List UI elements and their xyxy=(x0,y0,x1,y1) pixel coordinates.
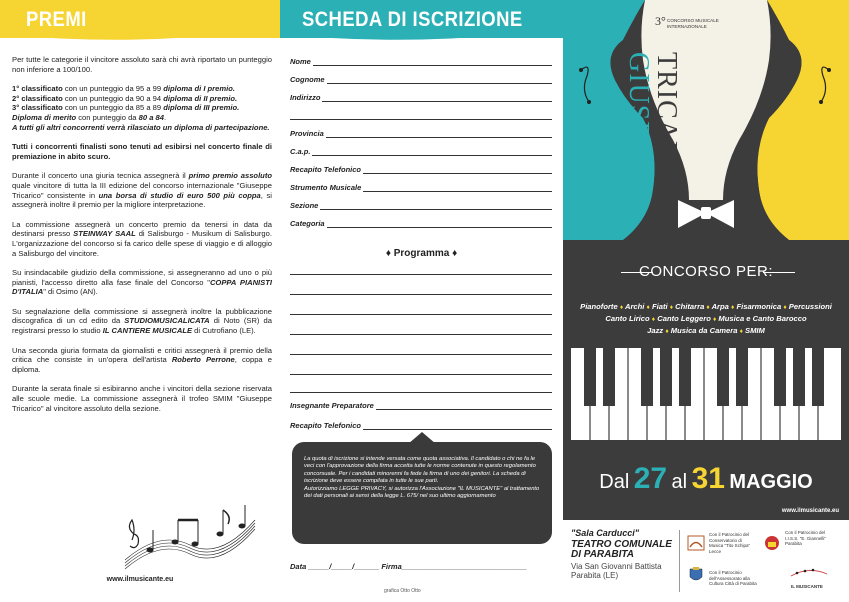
field-label: C.a.p. xyxy=(290,147,311,156)
press-a: Una seconda giuria formata da giornalisti e critici assegnerà il premio della critica che consiste in un'opera dell'artista xyxy=(12,345,272,365)
registration-panel xyxy=(280,0,563,602)
program-line[interactable] xyxy=(290,354,552,355)
program-line[interactable] xyxy=(290,294,552,295)
field-nome[interactable] xyxy=(290,54,552,68)
instrument-item: Jazz xyxy=(647,326,664,335)
edition-subtitle: CONCORSO MUSICALE INTERNAZIONALE xyxy=(667,18,719,29)
cd-c: di Noto (SR) da registrarsi presso lo studio xyxy=(12,316,272,336)
privacy-authorization: Autorizziamo LEGGE PRIVACY, si autorizza l'Associazione "IL MUSICANTE" al trattamento dei dati personali ai sensi della legge L. 675/ nel suo ultimo aggiornamento xyxy=(304,485,540,500)
merit-diploma: Diploma di merito xyxy=(12,112,77,122)
finalists-paragraph xyxy=(12,142,272,161)
field-label: Sezione xyxy=(290,201,319,210)
concert-b: STEINWAY SAAL xyxy=(73,229,136,239)
press-b: Roberto Perrone xyxy=(171,355,235,365)
concorso-per-title: CONCORSO PER: xyxy=(638,263,773,280)
cover-panel xyxy=(563,0,849,602)
coppa-c: " di Osimo (AN). xyxy=(43,287,98,297)
school-logo-icon xyxy=(763,534,781,552)
venue-theatre: TEATRO COMUNALE DI PARABITA xyxy=(571,539,672,560)
field-label: Nome xyxy=(290,57,311,66)
field-label: Insegnante Preparatore xyxy=(290,401,374,410)
registration-title: SCHEDA DI ISCRIZIONE xyxy=(302,8,523,31)
press-c: , coppa e diploma. xyxy=(12,355,272,374)
program-line[interactable] xyxy=(290,334,552,335)
date-month: MAGGIO xyxy=(729,471,813,493)
instrument-item: Canto Leggero xyxy=(657,314,711,323)
field-strumento[interactable] xyxy=(290,180,552,194)
violin-illustration xyxy=(563,0,849,240)
instrument-item: Archi xyxy=(624,302,645,311)
speech-tail xyxy=(408,432,436,444)
date-signature-row[interactable]: Data _____/_____/______ Firma______________________________ xyxy=(290,562,527,571)
program-line[interactable] xyxy=(290,374,552,375)
concert-paragraph xyxy=(12,220,272,258)
smim-paragraph: Durante la serata finale si esibiranno anche i vincitori della sezione riservata alle scuole medie. La commissione assegnerà il trofeo SMIM "Giuseppe Tricarico" al vincitore assoluto della sezione. xyxy=(12,384,272,413)
patron-conservatorio: Con il Patrocinio del Conservatorio di Musica "Tito Schipa" Lecce xyxy=(709,532,751,554)
jury-d: una borsa di studio di euro 500 più coppa xyxy=(98,190,261,200)
venue-hall: "Sala Carducci" xyxy=(571,528,640,538)
field-telefono[interactable] xyxy=(290,162,552,176)
date-dal: Dal xyxy=(599,471,630,493)
patron-city: Con il Patrocinio dell'Assessorato alla Cultura Città di Parabita xyxy=(709,570,757,586)
cd-paragraph xyxy=(12,307,272,336)
intro-paragraph: Per tutte le categorie il vincitore assoluto sarà chi avrà riportato un punteggio non inferiore a 100/100. xyxy=(12,55,272,74)
jury-c: quale vincitore di tutta la III edizione del concorso internazionale "Giuseppe Tricarico" consistente in xyxy=(12,180,272,200)
cd-d: IL CANTIERE MUSICALE xyxy=(102,326,193,336)
concert-c: di Salisburgo - Musikum di Salisburgo. L'organizzazione del concorso si fa carico delle spese di viaggio e di alloggio a Salisburgo del vincitore. xyxy=(12,229,272,258)
field-provincia[interactable] xyxy=(290,126,552,140)
instrument-item: Musica e Canto Barocco xyxy=(718,314,807,323)
prizes-panel xyxy=(0,0,280,602)
prizes-title: PREMI xyxy=(26,8,87,31)
instrument-row: Pianoforte ♦ Archi ♦ Fiati ♦ Chitarra ♦ Arpa ♦ Fisarmonica ♦ Percussioni xyxy=(580,302,832,311)
instrument-item: SMIM xyxy=(745,326,765,335)
field-label: Categoria xyxy=(290,219,325,228)
merit-range: 80 a 84 xyxy=(138,112,164,122)
field-insegnante-telefono[interactable] xyxy=(290,418,552,432)
field-label: Provincia xyxy=(290,129,324,138)
cd-b: STUDIOMUSICALICATA xyxy=(124,316,210,326)
instrument-item: Arpa xyxy=(711,302,729,311)
instrument-item: Fiati xyxy=(651,302,668,311)
prize-1-rank: 1° classificato xyxy=(12,84,63,94)
field-label: Strumento Musicale xyxy=(290,183,362,192)
instrument-row: Jazz ♦ Musica da Camera ♦ SMIM xyxy=(647,326,765,335)
date-al: al xyxy=(671,471,688,493)
field-label: Indirizzo xyxy=(290,93,321,102)
privacy-note-text: La quota di iscrizione si intende versata come quota associativa. Il candidato o chi ne fa le veci con l'approvazione della firma accetta tutte le norme contenute in questo regolamento concorsuale. Per i candidati minorenni fa fede la firma di uno dei genitori. La scheda di iscrizione deve essere compilata in tutte le sue parti. xyxy=(304,456,536,485)
jury-b: primo premio assoluto xyxy=(188,171,272,181)
field-insegnante[interactable] xyxy=(290,398,552,412)
venue-info xyxy=(571,528,679,580)
prize-list: 1° classificato con un punteggio da 95 a 99 diploma di I premio. 2° classificato con un punteggio da 90 a 94 diploma di II premio. 3° classificato con un punteggio da 85 a 89 diploma di III premio. Diploma di merito con punteggio da 80 a 84. A tutti gli altri concorrenti verrà rilasciato un diploma di partecipazione. xyxy=(12,84,270,132)
field-cap[interactable] xyxy=(290,144,552,158)
press-paragraph xyxy=(12,346,272,375)
prize-1-diploma: diploma di I premio. xyxy=(163,84,235,94)
field-categoria[interactable] xyxy=(290,216,552,230)
field-cognome[interactable] xyxy=(290,72,552,86)
website-url[interactable]: www.ilmusicante.eu xyxy=(781,508,839,514)
prize-1-text: con un punteggio da 95 a 99 xyxy=(62,84,164,94)
prizes-header xyxy=(0,0,280,38)
prize-2-text: con un punteggio da 90 a 94 xyxy=(62,93,164,103)
instrument-item: Chitarra xyxy=(675,302,705,311)
field-indirizzo-2[interactable] xyxy=(290,108,552,122)
cd-e: di Cutrofiano (LE). xyxy=(192,326,256,336)
city-crest-icon xyxy=(687,566,705,584)
coppa-a: Su insindacabile giudizio della commissione, si assegneranno ad uno o più pianisti, l'accesso diretto alla fase finale del Concorso " xyxy=(12,268,272,287)
musicante-logo-text: IL MUSICANTE xyxy=(791,584,823,589)
instrument-list xyxy=(567,301,845,337)
finalists-text: Tutti i concorrenti finalisti sono tenuti ad esibirsi nel concerto finale di premiazione in abito scuro. xyxy=(12,142,272,161)
website-url[interactable]: www.ilmusicante.eu xyxy=(106,576,174,583)
instrument-item: Pianoforte xyxy=(580,302,618,311)
concert-a: La commissione assegnerà un concerto premio da tenersi in data da destinarsi presso xyxy=(12,219,272,239)
field-sezione[interactable] xyxy=(290,198,552,212)
program-line[interactable] xyxy=(290,392,552,393)
prize-3-diploma: diploma di III premio. xyxy=(163,103,240,113)
field-indirizzo[interactable] xyxy=(290,90,552,104)
prize-2-rank: 2° classificato xyxy=(12,93,63,103)
patron-school: Con il Patrocinio del I.I.S.S. "E. Giannelli" Parabita xyxy=(785,530,826,546)
jury-e: , si assegnerà inoltre il premio per la migliore interpretazione. xyxy=(12,190,272,210)
field-label: Recapito Telefonico xyxy=(290,421,361,430)
artist-first-name: GIUSEPPE xyxy=(623,52,654,191)
jury-paragraph xyxy=(12,171,272,209)
prize-3-rank: 3° classificato xyxy=(12,103,63,113)
prize-3-text: con un punteggio da 85 a 89 xyxy=(62,103,164,113)
programma-title: ♦ Programma ♦ xyxy=(385,248,458,259)
event-dates xyxy=(563,462,849,496)
venue-address: Via San Giovanni Battista Parabita (LE) xyxy=(571,562,662,580)
merit-text: con punteggio da xyxy=(76,112,139,122)
piano-keys-icon xyxy=(563,348,849,440)
field-label: Recapito Telefonico xyxy=(290,165,361,174)
divider xyxy=(679,530,680,592)
program-line[interactable] xyxy=(290,314,552,315)
musicante-logo-icon xyxy=(789,564,829,582)
instrument-item: Musica da Camera xyxy=(670,326,738,335)
participation-note: A tutti gli altri concorrenti verrà rilasciato un diploma di partecipazione. xyxy=(12,122,270,132)
instrument-row: Canto Lirico ♦ Canto Leggero ♦ Musica e Canto Barocco xyxy=(605,314,807,323)
instrument-item: Canto Lirico xyxy=(605,314,650,323)
divider xyxy=(763,272,795,273)
instrument-item: Fisarmonica xyxy=(736,302,782,311)
cd-a: Su segnalazione della commissione si assegnerà inoltre la pubblicazione discografica di un cd edito da xyxy=(12,306,272,326)
conservatory-logo-icon xyxy=(687,534,705,552)
coppa-paragraph xyxy=(12,268,272,297)
instrument-item: Percussioni xyxy=(788,302,832,311)
edition-number: 3° xyxy=(655,14,666,28)
date-end: 31 xyxy=(691,462,725,495)
program-line[interactable] xyxy=(290,274,552,275)
jury-a: Durante il concerto una giuria tecnica assegnerà il xyxy=(12,171,189,181)
prizes-body xyxy=(12,55,272,423)
prize-2-diploma: diploma di II premio. xyxy=(163,93,238,103)
graphic-credit: grafica Otto Otto xyxy=(384,588,421,594)
privacy-note xyxy=(292,442,552,544)
venue-footer xyxy=(563,520,849,602)
registration-header xyxy=(280,0,563,38)
coppa-b: COPPA PIANISTI D'ITALIA xyxy=(12,277,272,297)
music-notes-icon xyxy=(120,500,260,570)
field-label: Cognome xyxy=(290,75,325,84)
date-start: 27 xyxy=(633,462,668,495)
artist-last-name: TRICARICO xyxy=(651,52,682,212)
